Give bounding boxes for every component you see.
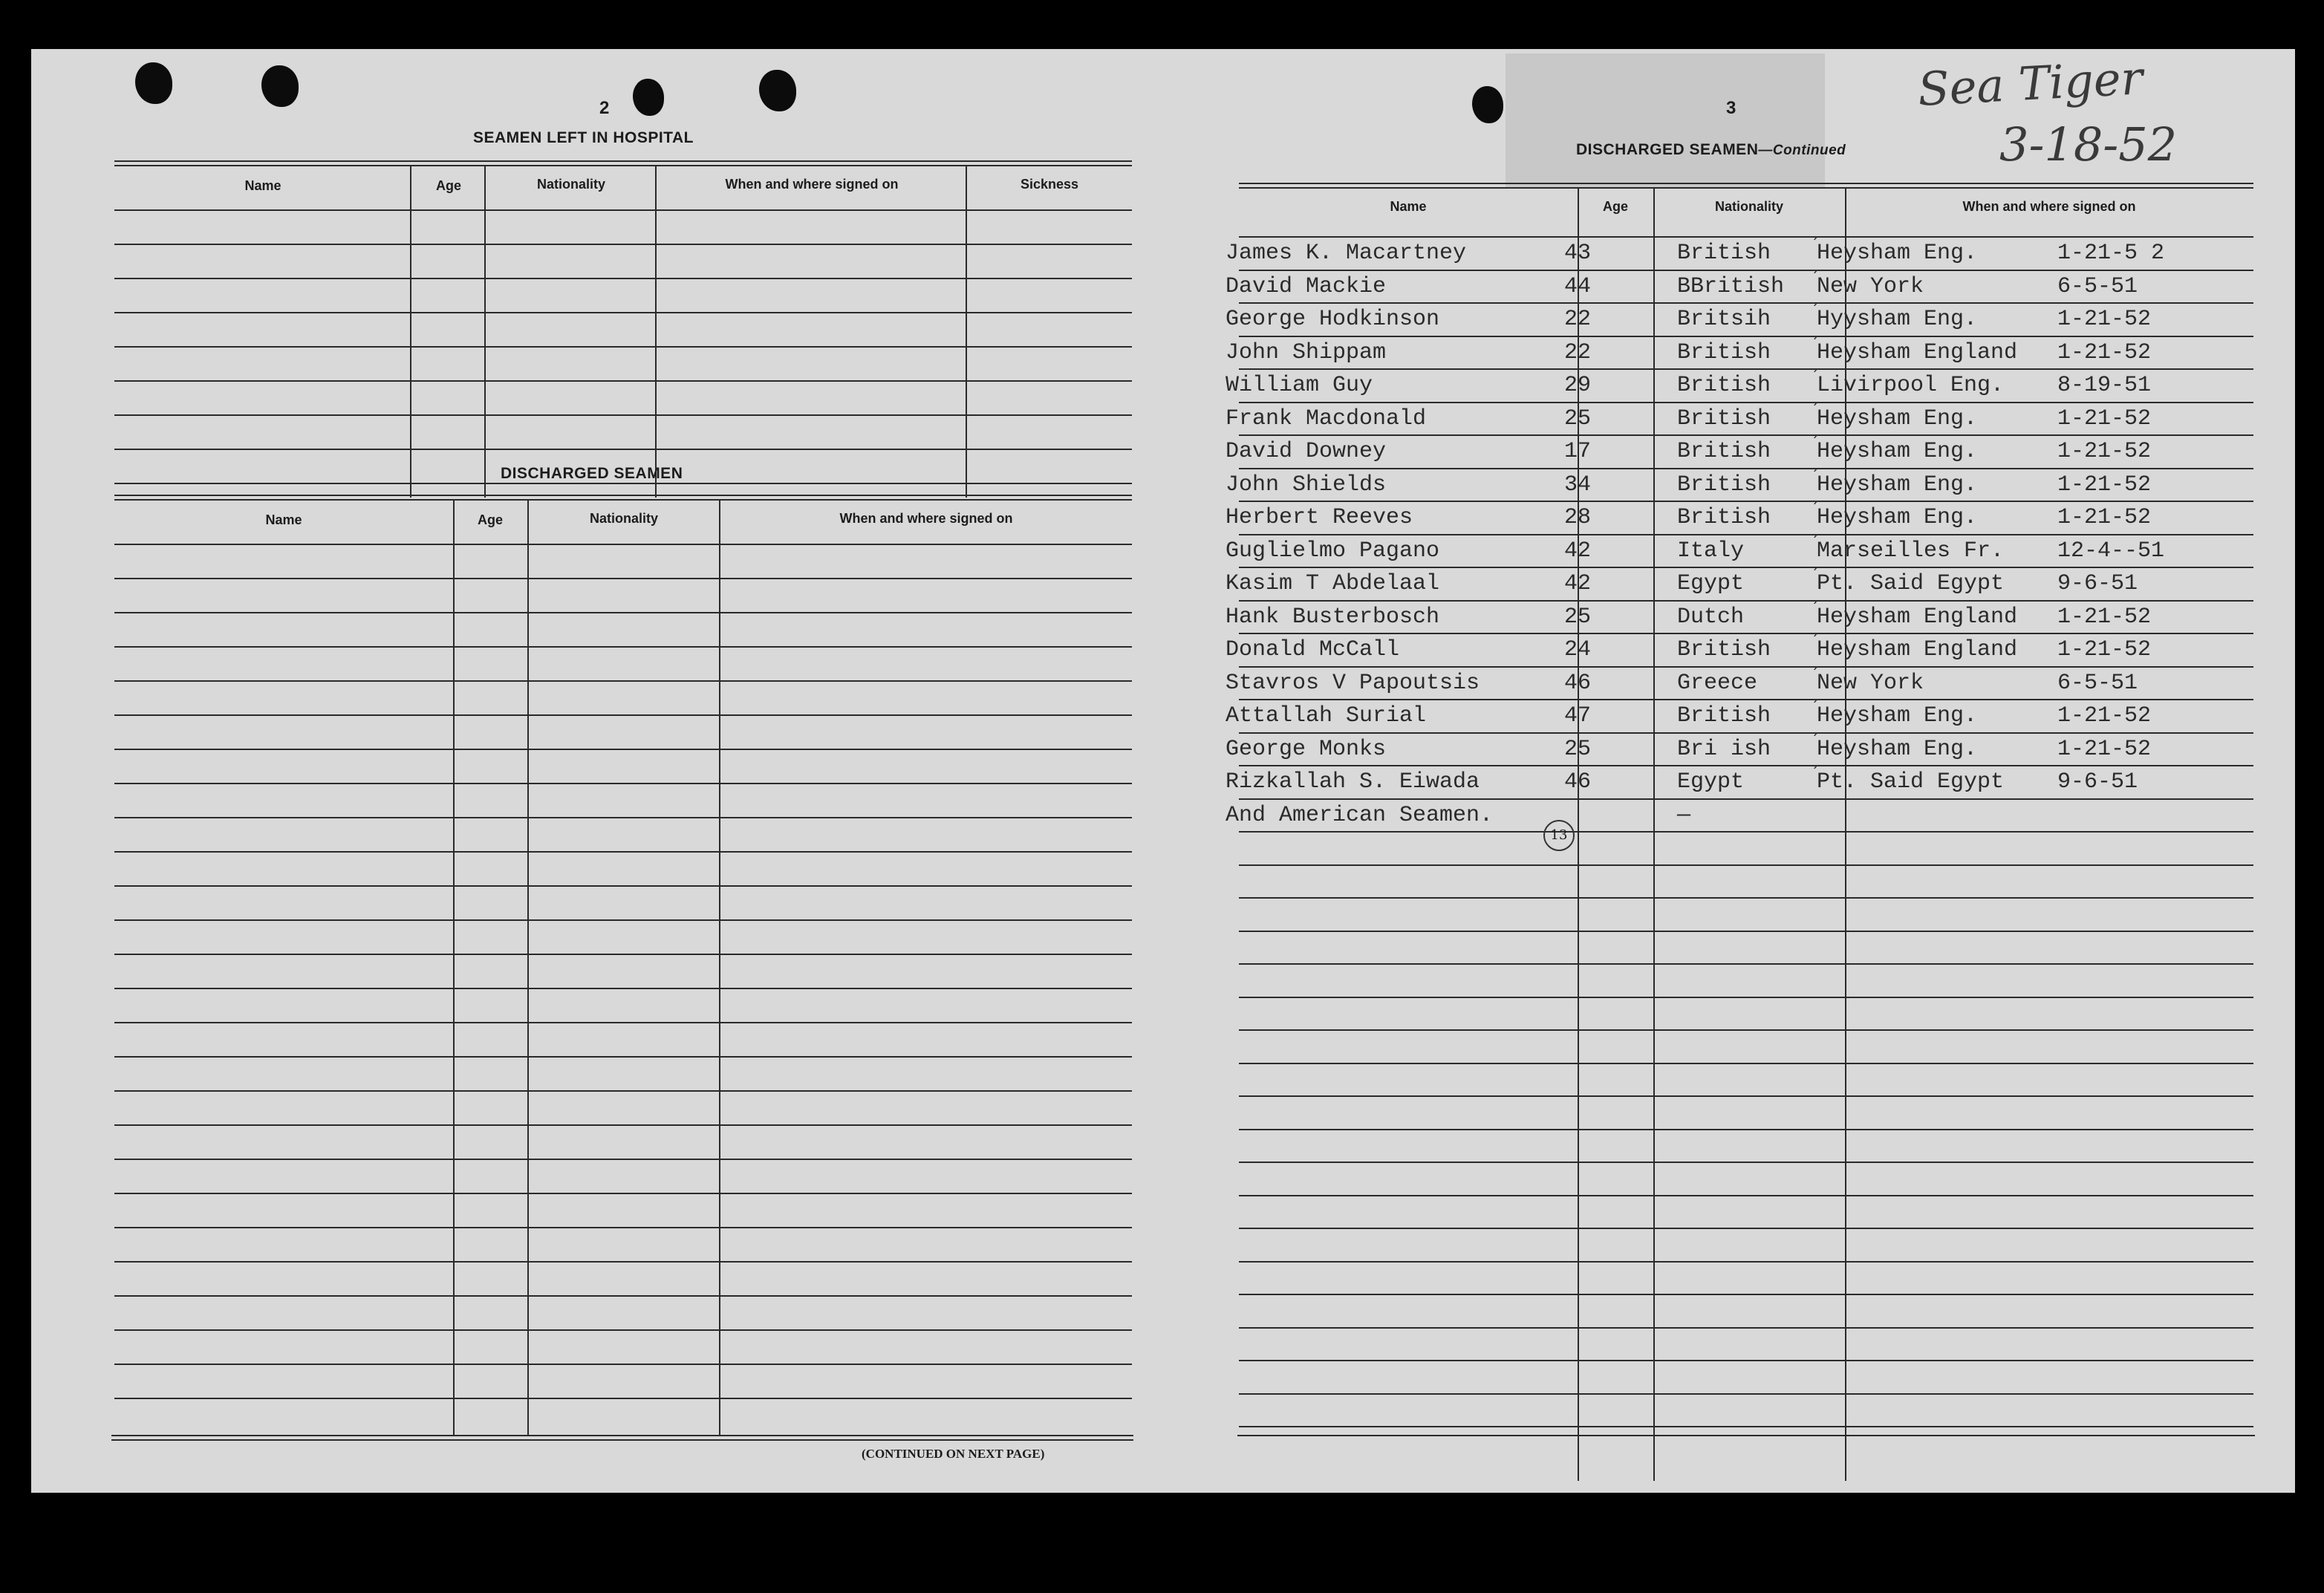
- seaman-age: 22: [1564, 340, 1592, 365]
- row-rule: [114, 380, 1132, 382]
- punch-hole: [759, 70, 796, 111]
- seaman-name: Stavros V Papoutsis: [1226, 671, 1480, 696]
- check-tick-mark: ´: [1811, 633, 1819, 651]
- hospital-header-name: Name: [244, 178, 281, 193]
- signed-on-place: Heysham Eng.: [1817, 703, 1978, 729]
- seaman-nationality: BBritish: [1677, 274, 1785, 299]
- row-rule: [1239, 1228, 2253, 1229]
- seaman-age: 22: [1564, 307, 1592, 332]
- discharged-section-title-left: DISCHARGED SEAMEN: [501, 465, 683, 482]
- check-tick-mark: ´: [1811, 236, 1819, 255]
- hospital-top-rule: [114, 160, 1132, 162]
- row-rule: [1239, 534, 2253, 535]
- signed-on-place: Heysham Eng.: [1817, 505, 1978, 530]
- seaman-nationality: British: [1677, 340, 1771, 365]
- paper-smudge: [1506, 53, 1825, 187]
- row-rule: [1239, 765, 2253, 766]
- hospital-header-sickness: Sickness: [1020, 177, 1079, 192]
- row-rule: [1239, 1129, 2253, 1130]
- row-rule: [1239, 236, 2253, 238]
- discharged-header-name: Name: [1390, 199, 1427, 214]
- signed-on-date: 1-21-52: [2057, 406, 2152, 431]
- seaman-name: Frank Macdonald: [1226, 406, 1427, 431]
- row-rule: [114, 1295, 1132, 1297]
- signed-on-date: 1-21-52: [2057, 703, 2152, 729]
- signed-on-date: 1-21-5 2: [2057, 241, 2165, 266]
- signed-on-date: 1-21-52: [2057, 505, 2152, 530]
- seaman-nationality: British: [1677, 703, 1771, 729]
- check-tick-mark: ´: [1811, 600, 1819, 619]
- row-rule: [114, 646, 1132, 648]
- signed-on-place: Heysham Eng.: [1817, 439, 1978, 464]
- signed-on-place: Livirpool Eng.: [1817, 373, 2005, 398]
- page-number-left: 2: [599, 98, 610, 118]
- row-rule: [1239, 1162, 2253, 1163]
- row-rule: [114, 1261, 1132, 1263]
- signed-on-place: Heysham England: [1817, 605, 2018, 630]
- row-rule: [114, 278, 1132, 279]
- signed-on-place: Marseilles Fr.: [1817, 538, 2005, 564]
- seaman-name: John Shippam: [1226, 340, 1387, 365]
- signed-on-place: New York: [1817, 274, 1924, 299]
- seaman-nationality: British: [1677, 373, 1771, 398]
- signed-on-date: 8-19-51: [2057, 373, 2152, 398]
- signed-on-place: Pt. Said Egypt: [1817, 769, 2005, 795]
- row-rule: [1239, 666, 2253, 668]
- row-rule: [1239, 1426, 2253, 1427]
- row-rule: [1239, 864, 2253, 866]
- row-rule: [114, 312, 1132, 313]
- row-rule: [1239, 1360, 2253, 1361]
- row-rule: [114, 612, 1132, 613]
- discharged-header-age: Age: [1602, 199, 1628, 214]
- punch-hole: [135, 62, 172, 104]
- row-rule: [1239, 368, 2253, 370]
- row-rule: [1239, 336, 2253, 337]
- seaman-name: George Monks: [1226, 737, 1387, 762]
- row-rule: [114, 1124, 1132, 1126]
- seaman-name: William Guy: [1226, 373, 1373, 398]
- signed-on-place: Heysham Eng.: [1817, 406, 1978, 431]
- title-main: DISCHARGED SEAMEN: [1576, 141, 1759, 158]
- handwritten-ship-name: Sea Tiger: [1916, 51, 2144, 117]
- row-rule: [1239, 501, 2253, 502]
- row-rule: [114, 1159, 1132, 1160]
- discharged-left-header-nationality: Nationality: [589, 511, 658, 526]
- check-tick-mark: ´: [1811, 732, 1819, 751]
- signed-on-date: 1-21-52: [2057, 605, 2152, 630]
- row-rule: [114, 1090, 1132, 1092]
- row-rule: [1239, 567, 2253, 568]
- seaman-age: 46: [1564, 769, 1592, 795]
- check-tick-mark: ´: [1811, 402, 1819, 420]
- row-rule: [1239, 831, 2253, 833]
- seaman-age: 44: [1564, 274, 1592, 299]
- seaman-age: 42: [1564, 538, 1592, 564]
- seaman-nationality: British: [1677, 439, 1771, 464]
- row-rule: [114, 483, 1132, 484]
- row-rule: [1239, 1327, 2253, 1329]
- seaman-nationality: British: [1677, 637, 1771, 662]
- row-rule: [1239, 1294, 2253, 1295]
- signed-on-date: 1-21-52: [2057, 307, 2152, 332]
- seaman-name: James K. Macartney: [1226, 241, 1467, 266]
- discharged-header-nationality: Nationality: [1714, 199, 1783, 214]
- continued-footer: (CONTINUED ON NEXT PAGE): [862, 1447, 1045, 1461]
- row-rule: [1239, 1063, 2253, 1064]
- seaman-name: And American Seamen.: [1226, 803, 1494, 828]
- hospital-header-signed-on: When and where signed on: [725, 177, 899, 192]
- signed-on-place: Heysham Eng.: [1817, 737, 1978, 762]
- signed-on-place: Heysham England: [1817, 340, 2018, 365]
- signed-on-place: Heysham Eng.: [1817, 472, 1978, 498]
- check-tick-mark: ´: [1811, 434, 1819, 453]
- signed-on-place: Hyysham Eng.: [1817, 307, 1978, 332]
- seaman-age: 47: [1564, 703, 1592, 729]
- handwritten-date: 3-18-52: [1999, 117, 2178, 172]
- seaman-name: Attallah Surial: [1226, 703, 1427, 729]
- seaman-age: 25: [1564, 605, 1592, 630]
- signed-on-date: 1-21-52: [2057, 737, 2152, 762]
- signed-on-date: 6-5-51: [2057, 274, 2138, 299]
- seaman-name: David Downey: [1226, 439, 1387, 464]
- signed-on-date: 9-6-51: [2057, 571, 2138, 596]
- seaman-nationality: —: [1677, 803, 1691, 828]
- check-tick-mark: ´: [1811, 302, 1819, 321]
- signed-on-date: 1-21-52: [2057, 340, 2152, 365]
- discharged-left-header-name: Name: [265, 512, 302, 527]
- signed-on-date: 1-21-52: [2057, 637, 2152, 662]
- seaman-nationality: British: [1677, 406, 1771, 431]
- seaman-name: Herbert Reeves: [1226, 505, 1413, 530]
- seaman-nationality: Egypt: [1677, 769, 1745, 795]
- check-tick-mark: ´: [1811, 501, 1819, 519]
- row-rule: [114, 783, 1132, 784]
- seaman-age: 46: [1564, 671, 1592, 696]
- check-tick-mark: ´: [1811, 567, 1819, 585]
- check-tick-mark: ´: [1811, 270, 1819, 288]
- row-rule: [114, 578, 1132, 579]
- signed-on-place: New York: [1817, 671, 1924, 696]
- page-number-right: 3: [1726, 98, 1737, 118]
- hospital-section-title: SEAMEN LEFT IN HOSPITAL: [473, 129, 694, 146]
- row-rule: [1239, 402, 2253, 403]
- seaman-name: Guglielmo Pagano: [1226, 538, 1440, 564]
- row-rule: [114, 954, 1132, 955]
- row-rule: [1239, 732, 2253, 734]
- row-rule: [114, 449, 1132, 450]
- hospital-header-nationality: Nationality: [536, 177, 605, 192]
- punch-hole: [1472, 86, 1503, 123]
- row-rule: [1239, 931, 2253, 932]
- check-tick-mark: ´: [1811, 666, 1819, 685]
- row-rule: [1239, 699, 2253, 700]
- row-rule: [114, 1056, 1132, 1058]
- seaman-nationality: British: [1677, 472, 1771, 498]
- seaman-name: Donald McCall: [1226, 637, 1400, 662]
- seaman-nationality: Dutch: [1677, 605, 1745, 630]
- seaman-age: 24: [1564, 637, 1592, 662]
- discharged-header-signed-on: When and where signed on: [1962, 199, 2136, 214]
- signed-on-date: 1-21-52: [2057, 472, 2152, 498]
- seaman-age: 17: [1564, 439, 1592, 464]
- punch-hole: [261, 65, 299, 107]
- discharged-left-header-age: Age: [477, 512, 503, 527]
- discharged-left-header-signed-on: When and where signed on: [839, 511, 1013, 526]
- seaman-nationality: Britsih: [1677, 307, 1771, 332]
- signed-on-date: 9-6-51: [2057, 769, 2138, 795]
- row-rule: [1239, 1261, 2253, 1263]
- seaman-name: Rizkallah S. Eiwada: [1226, 769, 1480, 795]
- row-rule: [1239, 1029, 2253, 1031]
- row-rule: [114, 244, 1132, 245]
- row-rule: [1239, 1195, 2253, 1196]
- row-rule: [1239, 798, 2253, 800]
- seaman-nationality: British: [1677, 505, 1771, 530]
- row-rule: [1239, 600, 2253, 602]
- row-rule: [114, 749, 1132, 750]
- row-rule: [114, 1329, 1132, 1331]
- circled-count: 13: [1543, 820, 1575, 851]
- check-tick-mark: ´: [1811, 534, 1819, 553]
- row-rule: [1239, 468, 2253, 469]
- seaman-name: Hank Busterbosch: [1226, 605, 1440, 630]
- seaman-age: 29: [1564, 373, 1592, 398]
- seaman-nationality: Italy: [1677, 538, 1745, 564]
- seaman-age: 42: [1564, 571, 1592, 596]
- signed-on-date: 6-5-51: [2057, 671, 2138, 696]
- seaman-age: 25: [1564, 406, 1592, 431]
- row-rule: [114, 414, 1132, 416]
- discharged-continued-title: [1576, 141, 1846, 159]
- seaman-age: 43: [1564, 241, 1592, 266]
- punch-hole: [633, 79, 664, 116]
- row-rule: [114, 1227, 1132, 1228]
- signed-on-place: Pt. Said Egypt: [1817, 571, 2005, 596]
- row-rule: [1239, 997, 2253, 998]
- seaman-age: 34: [1564, 472, 1592, 498]
- row-rule: [114, 346, 1132, 348]
- signed-on-date: 1-21-52: [2057, 439, 2152, 464]
- row-rule: [114, 988, 1132, 989]
- seaman-name: George Hodkinson: [1226, 307, 1440, 332]
- row-rule: [114, 1193, 1132, 1194]
- seaman-name: David Mackie: [1226, 274, 1387, 299]
- row-rule: [114, 851, 1132, 853]
- hospital-header-age: Age: [435, 178, 461, 193]
- check-tick-mark: ´: [1811, 699, 1819, 717]
- seaman-nationality: Egypt: [1677, 571, 1745, 596]
- row-rule: [1239, 302, 2253, 304]
- signed-on-place: Heysham Eng.: [1817, 241, 1978, 266]
- seaman-nationality: British: [1677, 241, 1771, 266]
- row-rule: [114, 885, 1132, 887]
- row-rule: [114, 1022, 1132, 1023]
- seaman-name: Kasim T Abdelaal: [1226, 571, 1440, 596]
- row-rule: [114, 680, 1132, 682]
- signed-on-place: Heysham England: [1817, 637, 2018, 662]
- seaman-age: 25: [1564, 737, 1592, 762]
- row-rule: [114, 919, 1132, 921]
- row-rule: [114, 209, 1132, 211]
- seaman-nationality: Greece: [1677, 671, 1758, 696]
- row-rule: [1239, 1095, 2253, 1097]
- row-rule: [1239, 434, 2253, 436]
- row-rule: [114, 817, 1132, 818]
- seaman-nationality: Bri ish: [1677, 737, 1771, 762]
- row-rule: [114, 1364, 1132, 1365]
- check-tick-mark: ´: [1811, 468, 1819, 486]
- check-tick-mark: ´: [1811, 765, 1819, 784]
- row-rule: [1239, 270, 2253, 271]
- title-continued: —Continued: [1758, 143, 1846, 158]
- signed-on-date: 12-4--51: [2057, 538, 2165, 564]
- check-tick-mark: ´: [1811, 336, 1819, 354]
- check-tick-mark: ´: [1811, 368, 1819, 387]
- row-rule: [1239, 633, 2253, 634]
- row-rule: [1239, 897, 2253, 899]
- row-rule: [114, 1398, 1132, 1399]
- seaman-name: John Shields: [1226, 472, 1387, 498]
- row-rule: [1239, 1393, 2253, 1395]
- row-rule: [114, 544, 1132, 545]
- seaman-age: 28: [1564, 505, 1592, 530]
- document-sheet: [31, 49, 2295, 1493]
- row-rule: [1239, 963, 2253, 965]
- row-rule: [114, 714, 1132, 716]
